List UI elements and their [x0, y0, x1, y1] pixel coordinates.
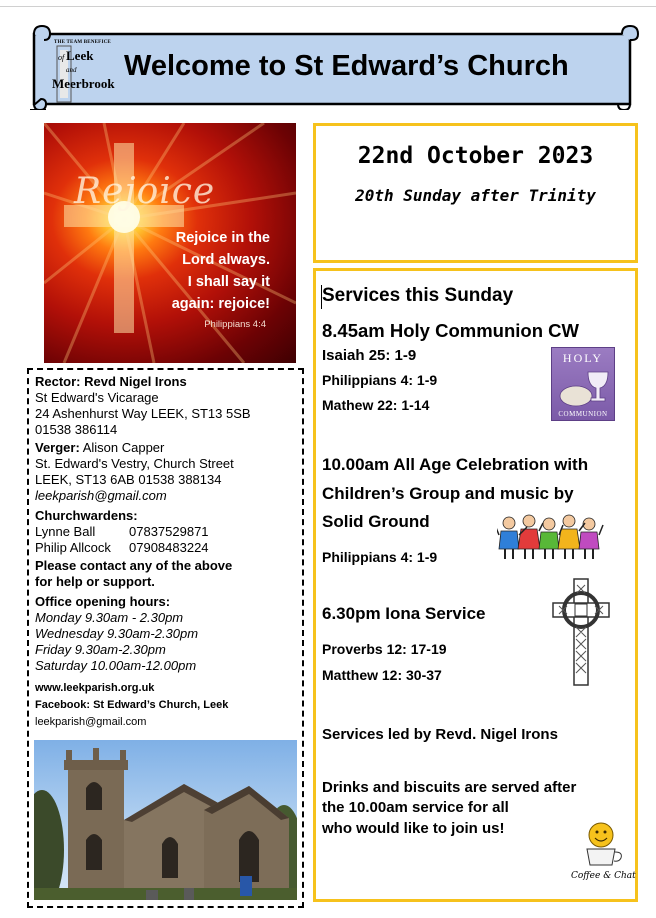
- church-photo: [34, 740, 297, 900]
- drinks-line: the 10.00am service for all: [322, 799, 509, 816]
- logo-of: of: [58, 53, 65, 62]
- holy-communion-image: [551, 347, 615, 421]
- office-hours-label: Office opening hours:: [35, 594, 171, 609]
- rector-label: Rector: Revd Nigel Irons: [35, 374, 187, 389]
- rejoice-image: [44, 123, 296, 363]
- service1-reading: Mathew 22: 1-14: [322, 397, 430, 413]
- verse-line: again: rejoice!: [171, 296, 270, 312]
- coffee-cup-icon: [571, 819, 635, 871]
- coffee-chat-image: [571, 819, 635, 887]
- churchwardens-label: Churchwardens:: [35, 508, 138, 523]
- service-date: 22nd October 2023: [357, 143, 594, 169]
- verger-line: LEEK, ST13 6AB 01538 388134: [35, 472, 222, 487]
- rector-line: St Edward's Vicarage: [35, 390, 159, 405]
- logo-and: and: [66, 66, 77, 74]
- service1-title: 8.45am Holy Communion CW: [322, 320, 579, 341]
- logo-top-text: THE TEAM BENEFICE: [54, 40, 111, 45]
- services-heading: Services this Sunday: [322, 285, 514, 306]
- liturgical-sunday: 20th Sunday after Trinity: [355, 186, 596, 205]
- service3-title: 6.30pm Iona Service: [322, 604, 486, 623]
- service1-reading: Philippians 4: 1-9: [322, 372, 438, 388]
- service3-reading: Proverbs 12: 17-19: [322, 641, 447, 657]
- rector-line: 01538 386114: [35, 422, 118, 437]
- logo-leek: Leek: [66, 48, 94, 63]
- services-led-by: Services led by Revd. Nigel Irons: [322, 726, 558, 743]
- office-hours-line: Saturday 10.00am-12.00pm: [35, 658, 197, 673]
- verger-heading: [35, 440, 164, 456]
- holy-label: HOLY: [562, 351, 604, 365]
- office-hours-line: Wednesday 9.30am-2.30pm: [35, 626, 199, 641]
- rejoice-word: Rejoice: [74, 171, 216, 212]
- church-building-icon: [34, 740, 297, 900]
- verse-line: I shall say it: [187, 274, 270, 290]
- verger-line: St. Edward's Vestry, Church Street: [35, 456, 234, 471]
- office-hours-line: Monday 9.30am - 2.30pm: [35, 610, 184, 625]
- welcome-banner: [26, 24, 640, 110]
- children-group-icon: [497, 511, 605, 563]
- churchwarden-phone: 07837529871: [129, 524, 209, 539]
- rejoice-verse: [130, 227, 270, 315]
- facebook-link[interactable]: Facebook: St Edward’s Church, Leek: [35, 699, 229, 711]
- services-box: [313, 268, 638, 902]
- celtic-cross-icon: [551, 577, 611, 687]
- verse-line: Lord always.: [182, 252, 270, 268]
- churchwarden-row: [35, 524, 209, 540]
- email-link[interactable]: leekparish@gmail.com: [35, 716, 147, 728]
- communion-label: COMMUNION: [558, 410, 608, 418]
- logo-meerbrook: Meerbrook: [52, 76, 115, 91]
- service3-reading: Matthew 12: 30-37: [322, 667, 442, 683]
- page-title: Welcome to St Edward’s Church: [124, 50, 569, 82]
- service2-title-line: 10.00am All Age Celebration with: [322, 455, 589, 474]
- verse-reference: Philippians 4:4: [204, 319, 266, 330]
- coffee-chat-label: Coffee & Chat: [571, 871, 636, 881]
- date-box: [313, 123, 638, 263]
- churchwarden-name: Philip Allcock: [35, 540, 111, 555]
- verse-line: Rejoice in the: [175, 230, 270, 246]
- service2-title-line: Solid Ground: [322, 512, 430, 531]
- benefice-logo: [50, 40, 134, 108]
- contact-note-line: Please contact any of the above: [35, 558, 233, 573]
- churchwarden-name: Lynne Ball: [35, 524, 96, 539]
- service2-title-line: Children’s Group and music by: [322, 484, 574, 503]
- rector-line: 24 Ashenhurst Way LEEK, ST13 5SB: [35, 406, 251, 421]
- churchwarden-phone: 07908483224: [129, 540, 209, 555]
- top-rule: [0, 6, 656, 7]
- verger-label: Verger:: [35, 440, 80, 455]
- verger-email[interactable]: leekparish@gmail.com: [35, 488, 167, 503]
- office-hours-line: Friday 9.30am-2.30pm: [35, 642, 166, 657]
- website-link[interactable]: www.leekparish.org.uk: [35, 682, 155, 694]
- service2-reading: Philippians 4: 1-9: [322, 549, 438, 565]
- service1-reading: Isaiah 25: 1-9: [322, 347, 417, 364]
- churchwarden-row: [35, 540, 209, 556]
- verger-name: Alison Capper: [79, 440, 165, 455]
- contact-note-line: for help or support.: [35, 574, 155, 589]
- drinks-line: Drinks and biscuits are served after: [322, 779, 577, 796]
- drinks-line: who would like to join us!: [322, 820, 505, 837]
